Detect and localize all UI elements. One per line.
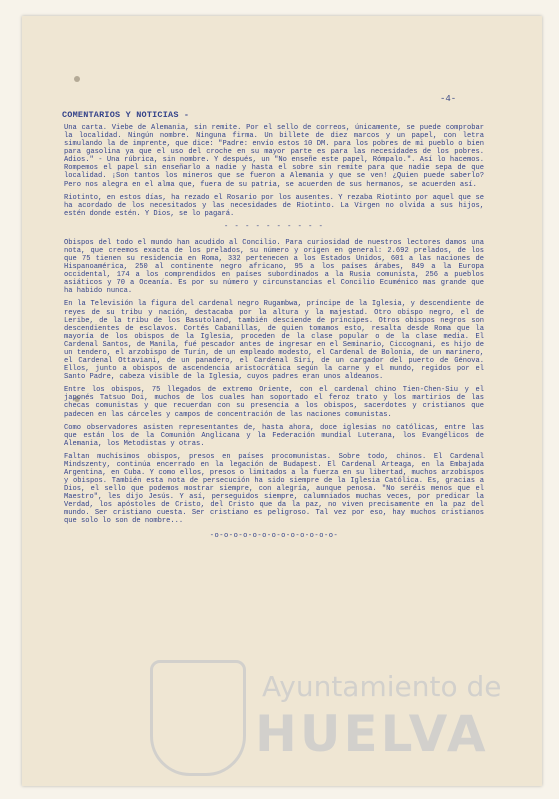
paragraph-riotinto: Riotinto, en estos días, ha rezado el Rosario por los ausentes. Y rezaba Riotinto por aquel que se ha acordado de los necesitados y las necesidades de Riotinto. La Virgen no olvida a sus hijos, estén donde estén. Y Dios, se lo pagará. xyxy=(64,193,484,218)
paragraph-television: En la Televisión la figura del cardenal negro Rugambwa, príncipe de la Iglesia, y descendiente de reyes de su tribu y nación, destacaba por la altura y la majestad. Otro obispo negro, el de Leribe, de la tribu de los Basutoland, también desciende de príncipes. Otros obispos negros son descendientes de esclavos. Cortés Cabanillas, de quien tomamos esto, resalta desde Roma que la mayoría de los obispos de la Iglesia, proceden de la clase popular o de la clase media. El Cardenal Santos, de Manila, fué pescador antes de ingresar en el Seminario, Ciccognani, es hijo de un tendero, el arzobispo de Turín, de un empleado modesto, el Cardenal de Bolonia, de un marinero, el Cardenal Ottaviani, de un panadero, el Cardenal Siri, de un cargador del puerto de Génova. Ellos, junto a obispos de ascendencia aristocrática según la carne y el mundo, regidos por el Santo Padre, cabeza visible de la Iglesia, cuyos padres eran unos aldeanos. xyxy=(64,300,484,382)
page-number: -4- xyxy=(440,94,457,104)
paragraph-carta: Una carta. Viebe de Alemania, sin remite. Por el sello de correos, únicamente, se puede comprobar la localidad. Ningún nombre. Ninguna firma. Un billete de diez marcos y un papel, con letra simulando la de imprente, que dice: "Padre: envío estos 10 DM. para los pobres de mi pueblo o bien para gasolina ya que el uso del croche en su mayor parte es para las necesidades de los pobres. Adios." - Una rúbrica, sin nombre. Y después, un "No enseñe este papel, Rómpalo.". Así lo hacemos. Rompemos el papel sin enseñarlo a nadie y hasta el sobre sin remite para que nadie sepa de que localidad. ¡Son tantos los mineros que se fueron a Alemania y que se ven! ¿Quien puede saberlo? Pero nos alegra en el alma que, fuera de su patria, se acuerden de sus hermanos, se acuerden así. xyxy=(64,124,484,189)
watermark-line1: Ayuntamiento de xyxy=(262,670,502,703)
coat-of-arms-icon xyxy=(150,660,246,776)
paragraph-oriente: Entre los obispos, 75 llegados de extremo Oriente, con el cardenal chino Tien-Chen-Siu y el japonés Tatsuo Doi, muchos de los cuales han soportado el feroz trato y los martirios de las checas comunistas y que recuerdan con su presencia a los obispos, sacerdotes y cristianos que padecen en las cárceles y campos de concentración de las naciones comunistas. xyxy=(64,386,484,419)
staple-hole xyxy=(74,76,80,82)
separator-line: - - - - - - - - - - xyxy=(224,222,324,231)
watermark-line2: HUELVA xyxy=(255,705,489,763)
watermark xyxy=(150,660,540,775)
paragraph-observadores: Como observadores asisten representantes de, hasta ahora, doce iglesias no católicas, entre las que están los de la Comunión Anglicana y la Federación mundial Luterana, los Evangélicos de Alemania, los Metodistas y otras. xyxy=(64,423,484,448)
section-heading: COMENTARIOS Y NOTICIAS - xyxy=(62,110,190,120)
paragraph-obispos: Obispos del todo el mundo han acudido al Concilio. Para curiosidad de nuestros lectores damos una nota, que creemos exacta de los prelados, su número y origen en general: 2.692 prelados, de los que 75 tienen su residencia en Roma, 332 pertenecen a los Estados Unidos, 601 a las naciones de Hispanoamérica, 250 al continente negro africano, 95 a los países árabes, 849 a la Europa occidental, 174 a los comprendidos en países subordinados a la Rusia comunista, 256 a pueblos asiáticos y 70 a Oceanía. Es por su número y circunstancias el Concilio Ecuménico mas grande que ha habido nunca. xyxy=(64,238,484,296)
end-separator: -o-o-o-o-o-o-o-o-o-o-o-o-o- xyxy=(209,531,339,540)
document-body xyxy=(64,124,484,540)
paragraph-faltan: Faltan muchísimos obispos, presos en países procomunistas. Sobre todo, chinos. El Cardenal Mindszenty, continúa encerrado en la legación de Budapest. El Cardenal Arteaga, en la Embajada Argentina, en Cuba. Y como ellos, presos o limitados a la fuerza en su libertad, muchos arzobispos y obispos. También esta nota de persecución ha sido siempre de la Iglesia Católica. Es, gracias a Dios, el sello que podemos mostrar siempre, con alegría, aunque penosa. "No seréis menos que el Maestro", les dijo Jesús. Y así, perseguidos siempre, calumniados muchas veces, por predicar la Verdad, los apóstoles de Cristo, del Cristo que da la paz, no viven precisamente en la paz del mundo. Ser cristiano cuesta. Ser cristiano es peligroso. Tal vez por eso, hay muchos cristianos que solo lo son de nombre... xyxy=(64,452,484,526)
